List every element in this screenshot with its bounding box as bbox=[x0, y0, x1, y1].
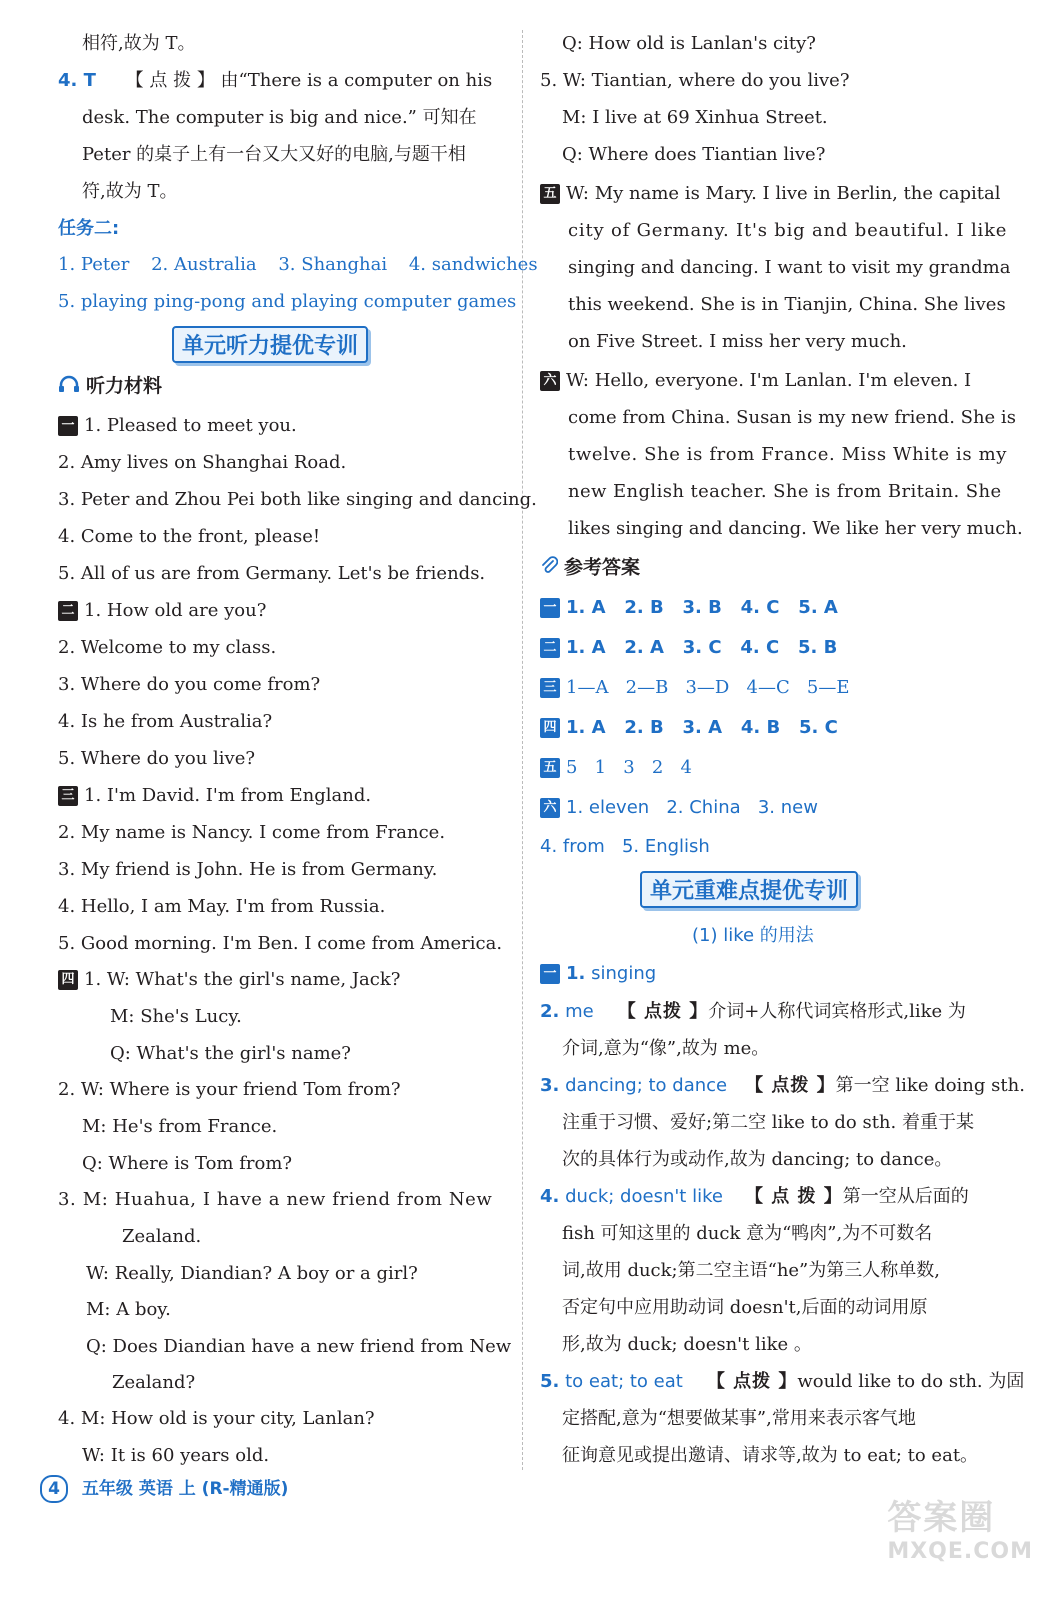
tip-text: 介词,意为“像”,故为 me。 bbox=[562, 1038, 770, 1059]
answer-row: 4. from 5. English bbox=[540, 836, 710, 857]
passage-line: twelve. She is from France. Miss White is my bbox=[568, 444, 1008, 465]
list-item: 4. Is he from Australia? bbox=[58, 711, 273, 732]
heading-text: 听力材料 bbox=[86, 375, 163, 397]
book-label: 五年级 英语 上 (R-精通版) bbox=[81, 1479, 289, 1499]
list-item: 3. Peter and Zhou Pei both like singing and dancing. bbox=[58, 489, 537, 510]
item-text: W: My name is Mary. I live in Berlin, the capital bbox=[566, 183, 1001, 204]
part-badge: 六 bbox=[540, 798, 560, 818]
dialog-line: W: Really, Diandian? A boy or a girl? bbox=[86, 1263, 418, 1284]
list-item: 5. Good morning. I'm Ben. I come from America. bbox=[58, 933, 503, 954]
item-answer: to eat; to eat bbox=[565, 1371, 683, 1392]
item-text: W: Hello, everyone. I'm Lanlan. I'm eleven. I bbox=[566, 370, 972, 391]
item-number: 4. bbox=[540, 1186, 560, 1207]
part-badge: 三 bbox=[58, 786, 78, 806]
answer-row bbox=[540, 676, 850, 700]
part-badge: 四 bbox=[58, 970, 78, 990]
list-item: 5. Where do you live? bbox=[58, 748, 256, 769]
grammar-item bbox=[540, 1370, 1024, 1394]
passage-line bbox=[540, 369, 971, 393]
tip-text: 征询意见或提出邀请、请求等,故为 to eat; to eat。 bbox=[562, 1445, 979, 1466]
tip-text: 第一空 like doing sth. bbox=[835, 1075, 1025, 1096]
part-badge: 五 bbox=[540, 758, 560, 778]
heading-text: 参考答案 bbox=[564, 556, 641, 579]
dialog-line: M: She's Lucy. bbox=[110, 1006, 242, 1027]
passage-line: come from China. Susan is my new friend. She is bbox=[568, 407, 1016, 428]
tip-label: 【 点 拨 】 bbox=[744, 1186, 843, 1207]
tip-text: 介词+人称代词宾格形式,like 为 bbox=[708, 1001, 966, 1022]
task-two-answers bbox=[58, 253, 538, 277]
answer: 5. playing ping-pong and playing computer games bbox=[58, 291, 517, 312]
part-badge: 五 bbox=[540, 184, 560, 204]
passage-line: on Five Street. I miss her very much. bbox=[568, 331, 907, 352]
answer-row bbox=[540, 636, 837, 660]
section-title: 单元听力提优专训 bbox=[172, 326, 368, 363]
part-badge: 三 bbox=[540, 678, 560, 698]
item-number: 5. bbox=[540, 1371, 560, 1392]
list-item: 3. Where do you come from? bbox=[58, 674, 321, 695]
dialog-line: Zealand? bbox=[112, 1372, 196, 1393]
passage-line: new English teacher. She is from Britain. She bbox=[568, 481, 1002, 502]
tip-text: 第一空从后面的 bbox=[842, 1186, 969, 1207]
part-badge: 六 bbox=[540, 371, 560, 391]
list-item: 2. Welcome to my class. bbox=[58, 637, 277, 658]
dialog-line: Q: Does Diandian have a new friend from New bbox=[86, 1336, 512, 1357]
tip-text: 次的具体行为或动作,故为 dancing; to dance。 bbox=[562, 1149, 953, 1170]
tip-text: 否定句中应用助动词 doesn't,后面的动词用原 bbox=[562, 1297, 928, 1318]
answer-text: 1. A 2. B 3. A 4. B 5. C bbox=[566, 717, 838, 738]
part-badge: 一 bbox=[540, 598, 560, 618]
answer: 3. Shanghai bbox=[278, 254, 388, 275]
listening-heading bbox=[58, 374, 162, 399]
dialog-line: M: I live at 69 Xinhua Street. bbox=[562, 107, 828, 128]
item-answer: dancing; to dance bbox=[565, 1075, 728, 1096]
passage-line: likes singing and dancing. We like her very much. bbox=[568, 518, 1023, 539]
tip-text: 定搭配,意为“想要做某事”,常用来表示客气地 bbox=[562, 1408, 916, 1429]
passage-line: this weekend. She is in Tianjin, China. She lives bbox=[568, 294, 1006, 315]
list-item: 2. My name is Nancy. I come from France. bbox=[58, 822, 446, 843]
item-text: 1. Pleased to meet you. bbox=[84, 415, 297, 436]
text-line: 相符,故为 T。 bbox=[82, 33, 196, 54]
dialog-line: 4. M: How old is your city, Lanlan? bbox=[58, 1408, 375, 1429]
item-answer: me bbox=[565, 1001, 594, 1022]
item-text: 1. How old are you? bbox=[84, 600, 267, 621]
dialog-line: 3. M: Huahua, I have a new friend from New bbox=[58, 1189, 493, 1210]
dialog-line: M: He's from France. bbox=[82, 1116, 278, 1137]
page-footer bbox=[40, 1474, 288, 1503]
list-item bbox=[58, 414, 297, 438]
item-number: 1. bbox=[566, 963, 586, 984]
list-item bbox=[58, 599, 266, 623]
list-item bbox=[58, 784, 371, 808]
column-divider bbox=[522, 30, 523, 1470]
item-text: 1. W: What's the girl's name, Jack? bbox=[84, 969, 401, 990]
item-text: 1. I'm David. I'm from England. bbox=[84, 785, 372, 806]
passage-line: singing and dancing. I want to visit my grandma bbox=[568, 257, 1011, 278]
dialog-line: Q: How old is Lanlan's city? bbox=[562, 33, 816, 54]
dialog-line: Zealand. bbox=[122, 1226, 202, 1247]
answer-text: 1. A 2. A 3. C 4. C 5. B bbox=[566, 637, 838, 658]
section-title: 单元重难点提优专训 bbox=[640, 871, 858, 908]
answer: 1. Peter bbox=[58, 254, 130, 275]
tip-label: 【 点拨 】 bbox=[706, 1371, 798, 1392]
tip-label: 【 点拨 】 bbox=[745, 1075, 836, 1096]
answer-text: 1—A 2—B 3—D 4—C 5—E bbox=[566, 677, 850, 698]
answer-text: 1. eleven 2. China 3. new bbox=[566, 797, 818, 818]
answer-row bbox=[540, 596, 838, 620]
dialog-line: Q: Where is Tom from? bbox=[82, 1153, 293, 1174]
watermark bbox=[887, 1490, 1033, 1564]
part-badge: 二 bbox=[58, 601, 78, 621]
watermark-title: 答案圈 bbox=[887, 1498, 996, 1538]
answer: 4. sandwiches bbox=[408, 254, 538, 275]
text-line: 符,故为 T。 bbox=[82, 181, 178, 202]
item-answer: singing bbox=[591, 963, 657, 984]
grammar-item bbox=[540, 1000, 966, 1024]
part-badge: 四 bbox=[540, 718, 560, 738]
answer-label: 4. T bbox=[58, 70, 96, 91]
list-item: 2. Amy lives on Shanghai Road. bbox=[58, 452, 347, 473]
watermark-url: MXQE.COM bbox=[887, 1539, 1033, 1564]
answer: 2. Australia bbox=[151, 254, 257, 275]
grammar-item bbox=[540, 1074, 1025, 1098]
dialog-line: Q: Where does Tiantian live? bbox=[562, 144, 826, 165]
tip-text: 注重于习惯、爱好;第二空 like to do sth. 着重于某 bbox=[562, 1112, 974, 1133]
dialog-line: M: A boy. bbox=[86, 1299, 171, 1320]
list-item: 4. Come to the front, please! bbox=[58, 526, 321, 547]
answer-row bbox=[540, 796, 818, 820]
item-number: 3. bbox=[540, 1075, 560, 1096]
answer-row bbox=[540, 716, 838, 740]
answer-text: 1. A 2. B 3. B 4. C 5. A bbox=[566, 597, 838, 618]
answer-row bbox=[540, 756, 692, 780]
list-item: 3. My friend is John. He is from Germany. bbox=[58, 859, 438, 880]
part-badge: 一 bbox=[58, 416, 78, 436]
tip-text: 【 点 拨 】 由“There is a computer on his bbox=[125, 70, 493, 91]
text-line: Peter 的桌子上有一台又大又好的电脑,与题干相 bbox=[82, 144, 466, 165]
passage-line: city of Germany. It's big and beautiful. I like bbox=[568, 220, 1008, 241]
item-number: 2. bbox=[540, 1001, 560, 1022]
list-item: 4. Hello, I am May. I'm from Russia. bbox=[58, 896, 386, 917]
grammar-item bbox=[540, 962, 656, 986]
part-badge: 一 bbox=[540, 964, 560, 984]
task-two-heading: 任务二: bbox=[58, 218, 120, 239]
dialog-line: 5. W: Tiantian, where do you live? bbox=[540, 70, 850, 91]
dialog-line: W: It is 60 years old. bbox=[82, 1445, 270, 1466]
paperclip-icon bbox=[540, 555, 558, 581]
page-number: 4 bbox=[40, 1475, 68, 1503]
subheading: (1) like 的用法 bbox=[692, 925, 814, 946]
tip-text: fish 可知这里的 duck 意为“鸭肉”,为不可数名 bbox=[562, 1223, 933, 1244]
item-answer: duck; doesn't like bbox=[565, 1186, 723, 1207]
part-badge: 二 bbox=[540, 638, 560, 658]
answer-text: 5 1 3 2 4 bbox=[566, 757, 692, 778]
dialog-line: 2. W: Where is your friend Tom from? bbox=[58, 1079, 401, 1100]
headphones-icon bbox=[58, 375, 80, 399]
text-line: desk. The computer is big and nice.” 可知在 bbox=[82, 107, 477, 128]
question-4 bbox=[58, 69, 492, 93]
dialog-line: Q: What's the girl's name? bbox=[110, 1043, 351, 1064]
grammar-item bbox=[540, 1185, 969, 1209]
passage-line bbox=[540, 182, 1001, 206]
answers-heading bbox=[540, 555, 640, 581]
tip-label: 【 点拨 】 bbox=[617, 1001, 709, 1022]
tip-text: would like to do sth. 为固 bbox=[797, 1371, 1025, 1392]
list-item: 5. All of us are from Germany. Let's be friends. bbox=[58, 563, 486, 584]
tip-text: 形,故为 duck; doesn't like 。 bbox=[562, 1334, 812, 1355]
dialog-line bbox=[58, 968, 400, 992]
tip-text: 词,故用 duck;第二空主语“he”为第三人称单数, bbox=[562, 1260, 940, 1281]
